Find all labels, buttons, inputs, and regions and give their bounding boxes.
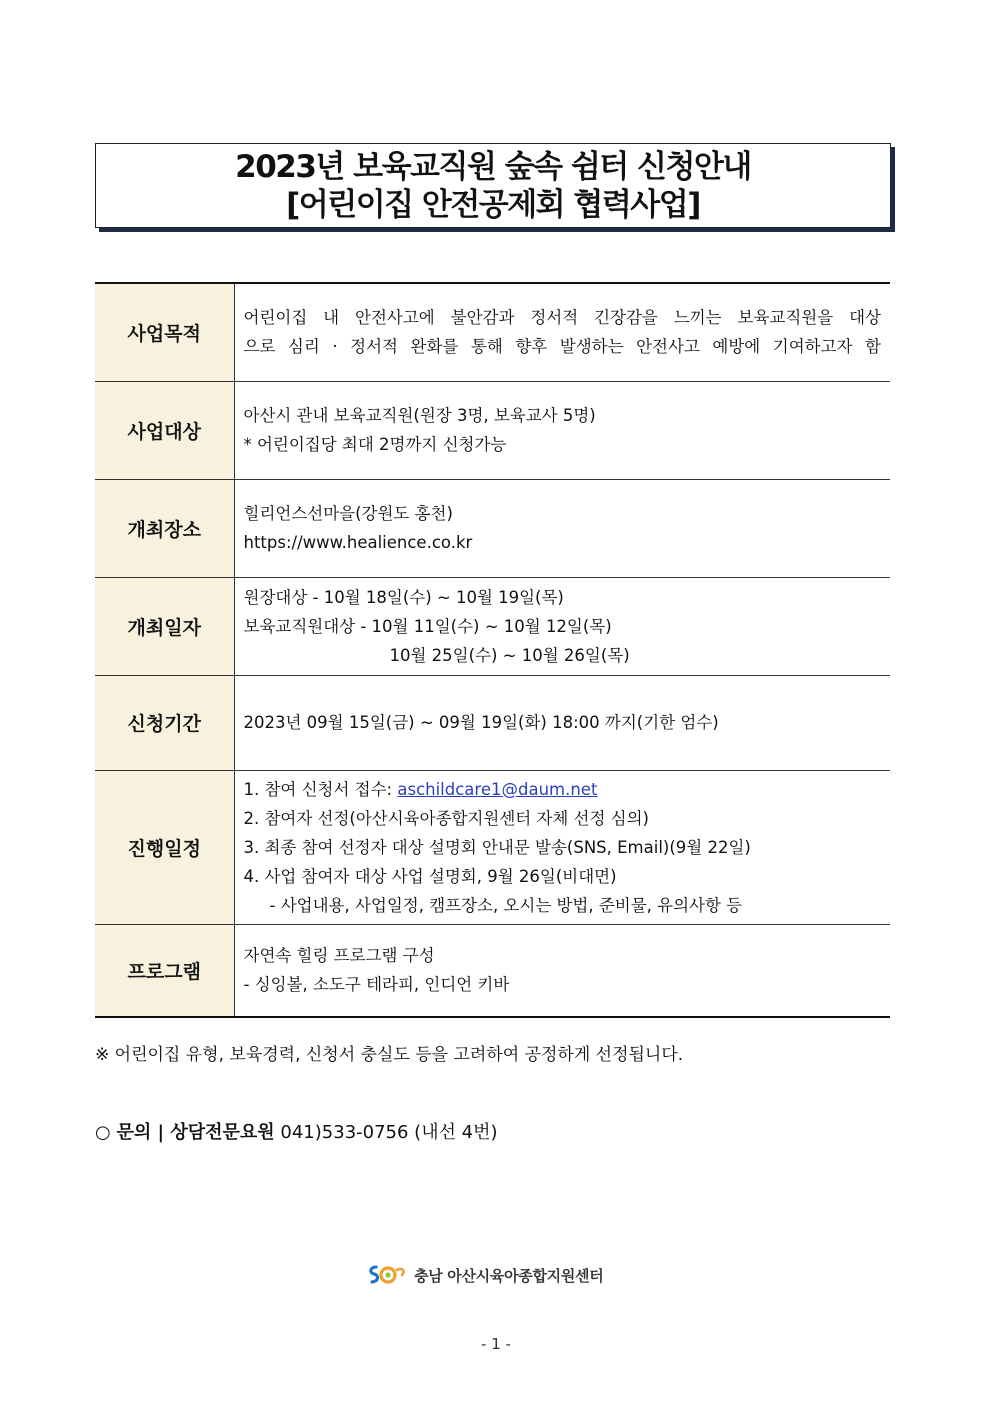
- row-content-dates: [234, 577, 890, 675]
- row-content-purpose: [234, 283, 890, 381]
- document-title-box: [95, 143, 891, 228]
- circle-bullet-icon: ○: [95, 1122, 111, 1143]
- center-name: 충남 아산시육아종합지원센터: [414, 1266, 604, 1285]
- venue-line1: 힐리언스선마을(강원도 홍천): [243, 504, 453, 523]
- page-number: - 1 -: [481, 1335, 511, 1353]
- table-row-target: [95, 381, 890, 479]
- info-table: [95, 282, 890, 1018]
- contact-label: 문의 | 상담전문요원: [116, 1122, 275, 1143]
- document-title-line1: 2023년 보육교직원 숲속 쉼터 신청안내: [235, 148, 751, 185]
- row-label-target: 사업대상: [95, 381, 234, 479]
- table-row-venue: [95, 479, 890, 577]
- period-line1: 2023년 09월 15일(금) ~ 09월 19일(화) 18:00 까지(기한 엄수): [243, 713, 719, 732]
- table-row-purpose: [95, 283, 890, 381]
- schedule-line5: - 사업내용, 사업일정, 캠프장소, 오시는 방법, 준비물, 유의사항 등: [269, 895, 743, 915]
- selection-note: ※ 어린이집 유형, 보육경력, 신청서 충실도 등을 고려하여 공정하게 선정됩니다.: [95, 1045, 684, 1065]
- row-content-target: [234, 381, 890, 479]
- table-row-period: [95, 675, 890, 770]
- target-line1: 아산시 관내 보육교직원(원장 3명, 보육교사 5명): [243, 406, 596, 425]
- program-line2: - 싱잉볼, 소도구 테라피, 인디언 키바: [243, 975, 510, 995]
- footer-logo: [366, 1260, 603, 1290]
- row-label-program: 프로그램: [95, 924, 234, 1017]
- venue-url: https://www.healience.co.kr: [243, 533, 473, 552]
- row-content-period: [234, 675, 890, 770]
- schedule-line1-prefix: 1. 참여 신청서 접수:: [243, 779, 398, 799]
- table-row-program: [95, 924, 890, 1017]
- row-content-schedule: [234, 770, 890, 924]
- contact-line: [95, 1118, 498, 1144]
- program-line1: 자연속 힐링 프로그램 구성: [243, 946, 435, 966]
- row-label-venue: 개최장소: [95, 479, 234, 577]
- row-label-dates: 개최일자: [95, 577, 234, 675]
- row-label-period: 신청기간: [95, 675, 234, 770]
- dates-line2: 보육교직원대상 - 10월 11일(수) ~ 10월 12일(목): [243, 616, 612, 636]
- document-title-line2: [어린이집 안전공제회 협력사업]: [286, 186, 700, 223]
- row-label-purpose: 사업목적: [95, 283, 234, 381]
- row-content-venue: [234, 479, 890, 577]
- dates-line3: 10월 25일(수) ~ 10월 26일(목): [389, 645, 630, 665]
- row-label-schedule: 진행일정: [95, 770, 234, 924]
- purpose-line2: 으로 심리 · 정서적 완화를 통해 향후 발생하는 안전사고 예방에 기여하고자 함: [243, 337, 881, 357]
- schedule-line2: 2. 참여자 선정(아산시육아종합지원센터 자체 선정 심의): [243, 808, 649, 828]
- contact-phone: 041)533-0756 (내선 4번): [280, 1122, 498, 1143]
- email-link[interactable]: aschildcare1@daum.net: [397, 779, 598, 799]
- table-row-schedule: [95, 770, 890, 924]
- schedule-line3: 3. 최종 참여 선정자 대상 설명회 안내문 발송(SNS, Email)(9월 22일): [243, 837, 751, 857]
- purpose-line1: 어린이집 내 안전사고에 불안감과 정서적 긴장감을 느끼는 보육교직원을 대상: [243, 308, 881, 328]
- row-content-program: [234, 924, 890, 1017]
- schedule-line4: 4. 사업 참여자 대상 사업 설명회, 9월 26일(비대면): [243, 866, 617, 886]
- schedule-line1: [244, 775, 882, 804]
- center-logo-icon: [366, 1261, 408, 1289]
- table-row-dates: [95, 577, 890, 675]
- target-line2: * 어린이집당 최대 2명까지 신청가능: [243, 435, 507, 454]
- dates-line1: 원장대상 - 10월 18일(수) ~ 10월 19일(목): [243, 587, 564, 607]
